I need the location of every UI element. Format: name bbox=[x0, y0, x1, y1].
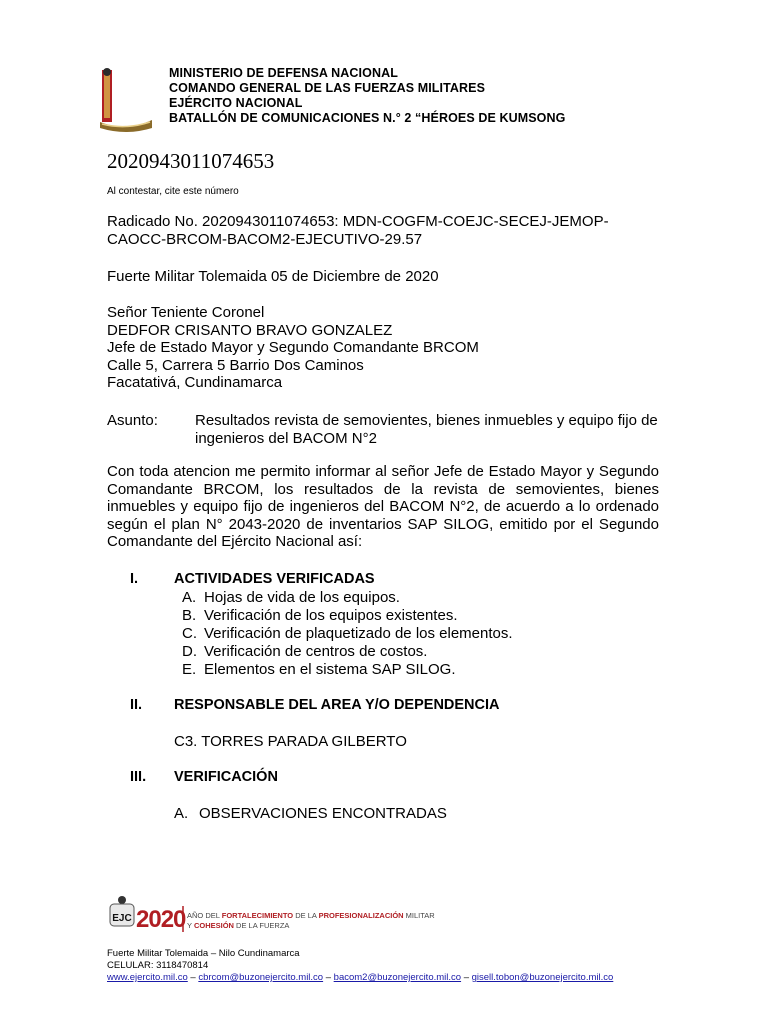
link-website[interactable]: www.ejercito.mil.co bbox=[107, 972, 188, 983]
place-date: Fuerte Militar Tolemaida 05 de Diciembre de 2020 bbox=[107, 268, 439, 285]
link-separator: – bbox=[187, 972, 199, 983]
recipient-name: DEDFOR CRISANTO BRAVO GONZALEZ bbox=[107, 321, 393, 339]
radicado-line-1: Radicado No. 2020943011074653: MDN-COGFM-COEJC-SECEJ-JEMOP- bbox=[107, 213, 609, 230]
section-2-number: II. bbox=[130, 697, 143, 713]
list-item bbox=[182, 625, 513, 643]
banner-text-bold: COHESIÓN bbox=[193, 921, 234, 930]
document-number: 2020943011074653 bbox=[107, 149, 275, 173]
banner-text: DE LA FUERZA bbox=[233, 921, 290, 930]
recipient-block bbox=[107, 304, 479, 392]
link-email-cbrcom[interactable]: cbrcom@buzonejercito.mil.co bbox=[198, 972, 324, 983]
observations-letter: A. bbox=[174, 805, 189, 822]
header-line-1: MINISTERIO DE DEFENSA NACIONAL bbox=[169, 66, 398, 80]
list-item-text: Hojas de vida de los equipos. bbox=[204, 589, 400, 606]
section-2-title: RESPONSABLE DEL AREA Y/O DEPENDENCIA bbox=[174, 697, 500, 713]
svg-text:AÑO DEL FORTALECIMIENTO DE LA bbox=[187, 911, 435, 920]
svg-text:Y COHESIÓN DE LA FUERZA bbox=[187, 921, 289, 930]
subject-text bbox=[195, 412, 658, 447]
section-1-number: I. bbox=[130, 571, 139, 587]
subject-line-2: ingenieros del BACOM N°2 bbox=[195, 429, 377, 447]
subject-label: Asunto: bbox=[107, 412, 158, 429]
list-item-text: Verificación de plaquetizado de los elementos. bbox=[204, 625, 513, 642]
cite-note: Al contestar, cite este número bbox=[107, 186, 239, 197]
list-item-text: Verificación de los equipos existentes. bbox=[204, 607, 458, 624]
footer-links bbox=[107, 972, 613, 984]
banner-text: Y bbox=[187, 921, 194, 930]
radicado bbox=[107, 213, 609, 248]
footer-banner bbox=[106, 892, 435, 936]
list-item-text: Elementos en el sistema SAP SILOG. bbox=[204, 661, 456, 678]
banner-text: DE LA bbox=[293, 911, 319, 920]
banner-text-bold: FORTALECIMIENTO bbox=[221, 911, 294, 920]
list-item bbox=[182, 589, 400, 607]
list-item bbox=[182, 607, 457, 625]
recipient-city: Facatativá, Cundinamarca bbox=[107, 374, 283, 391]
header-line-3: EJÉRCITO NACIONAL bbox=[169, 96, 303, 110]
section-1-title: ACTIVIDADES VERIFICADAS bbox=[174, 571, 375, 587]
recipient-rank: Señor Teniente Coronel bbox=[107, 304, 265, 321]
banner-text: MILITAR bbox=[403, 911, 435, 920]
section-3-title: VERIFICACIÓN bbox=[174, 769, 278, 785]
banner-text-bold: PROFESIONALIZACIÓN bbox=[318, 911, 404, 920]
list-item-letter: A. bbox=[182, 589, 197, 606]
link-separator: – bbox=[461, 972, 472, 983]
list-item-letter: E. bbox=[182, 661, 197, 678]
footer-location: Fuerte Militar Tolemaida – Nilo Cundinamarca bbox=[107, 948, 300, 959]
body-paragraph: Con toda atencion me permito informar al señor Jefe de Estado Mayor y Segundo Comandante BRCOM, los resultados de la revista de semovientes, bienes inmuebles y equipo fijo de ingenieros del BACOM N°2, de acuerdo a lo ordenado según el plan N° 2043-2020 de inventarios SAP SILOG, emitido por el Segundo Comandante del Ejército Nacional así: bbox=[107, 463, 659, 550]
banner-year: 2020 bbox=[136, 906, 186, 933]
recipient-position: Jefe de Estado Mayor y Segundo Comandante BRCOM bbox=[107, 339, 479, 356]
observations-text: OBSERVACIONES ENCONTRADAS bbox=[199, 805, 447, 822]
list-item-letter: D. bbox=[182, 643, 197, 660]
list-item bbox=[182, 643, 427, 661]
recipient-address: Calle 5, Carrera 5 Barrio Dos Caminos bbox=[107, 356, 364, 374]
list-item bbox=[182, 661, 456, 679]
list-item-letter: B. bbox=[182, 607, 197, 624]
section-3-number: III. bbox=[130, 769, 147, 785]
header-line-4: BATALLÓN DE COMUNICACIONES N.° 2 “HÉROES DE KUMSONG bbox=[169, 111, 566, 125]
responsible-name: C3. TORRES PARADA GILBERTO bbox=[174, 733, 407, 750]
list-item-text: Verificación de centros de costos. bbox=[204, 643, 428, 660]
emblem-text: EJC bbox=[112, 913, 132, 924]
footer-phone: CELULAR: 3118470814 bbox=[107, 960, 209, 971]
header-line-2: COMANDO GENERAL DE LAS FUERZAS MILITARES bbox=[169, 81, 486, 95]
link-email-bacom2[interactable]: bacom2@buzonejercito.mil.co bbox=[333, 972, 462, 983]
subject-line-1: Resultados revista de semovientes, bienes inmuebles y equipo fijo de bbox=[195, 412, 658, 429]
link-email-gisell[interactable]: gisell.tobon@buzonejercito.mil.co bbox=[471, 972, 614, 983]
letterhead bbox=[169, 66, 565, 126]
radicado-line-2: CAOCC-BRCOM-BACOM2-EJECUTIVO-29.57 bbox=[107, 230, 423, 248]
ministry-logo bbox=[96, 66, 154, 134]
link-separator: – bbox=[323, 972, 334, 983]
list-item-letter: C. bbox=[182, 625, 197, 642]
observations-heading bbox=[174, 805, 447, 823]
banner-text: AÑO DEL bbox=[187, 911, 222, 920]
